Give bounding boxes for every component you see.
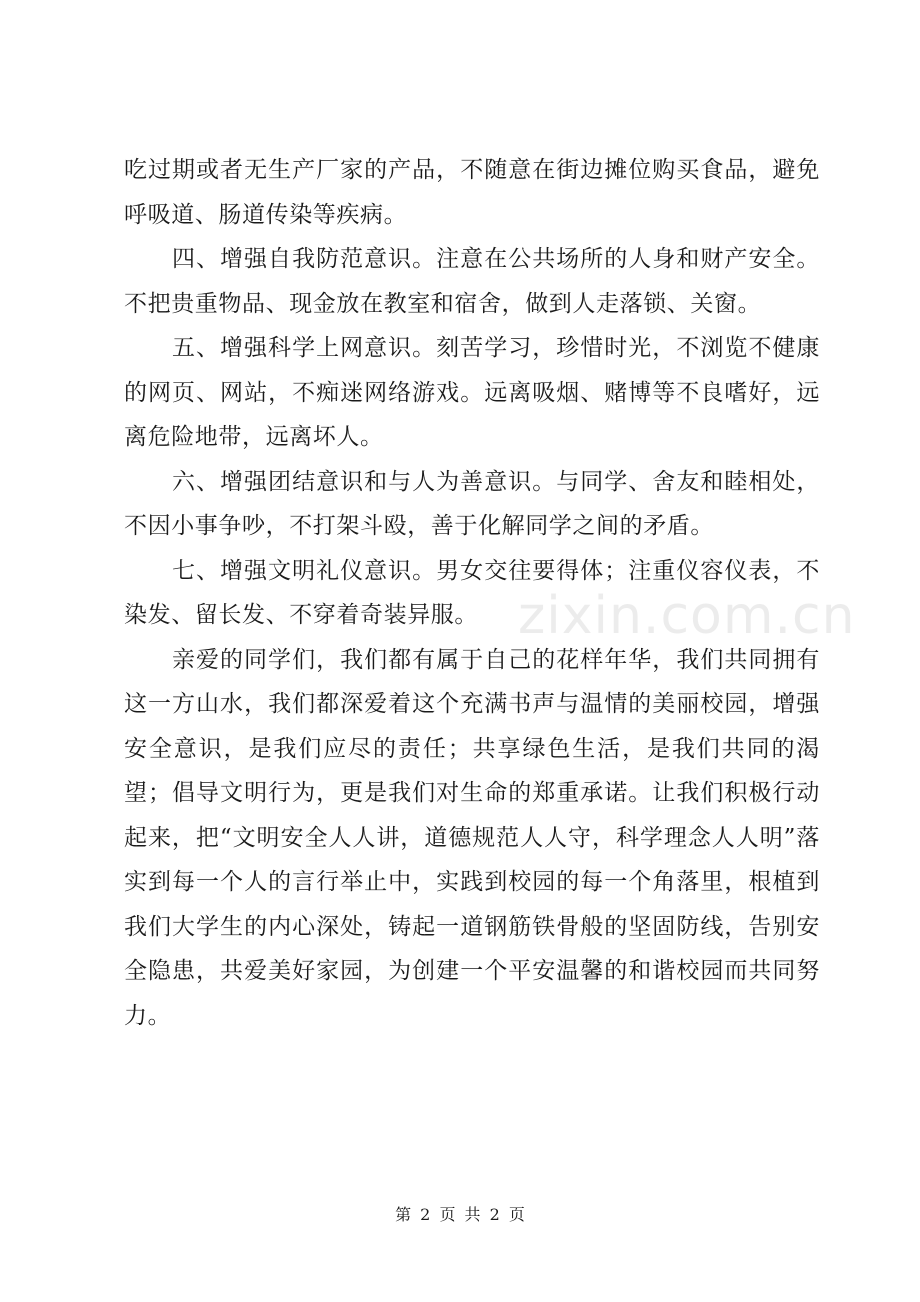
paragraph-item-4: 四、增强自我防范意识。注意在公共场所的人身和财产安全。不把贵重物品、现金放在教室和宿舍，做到人走落锁、关窗。 bbox=[124, 246, 820, 317]
paragraph-item-5: 五、增强科学上网意识。刻苦学习，珍惜时光，不浏览不健康的网页、网站，不痴迷网络游戏。远离吸烟、赌博等不良嗜好，远离危险地带，远离坏人。 bbox=[124, 335, 820, 450]
document-body bbox=[124, 148, 820, 1038]
paragraph-continuation: 吃过期或者无生产厂家的产品，不随意在街边摊位购买食品，避免呼吸道、肠道传染等疾病。 bbox=[124, 157, 820, 228]
paragraph-item-7: 七、增强文明礼仪意识。男女交往要得体；注重仪容仪表，不染发、留长发、不穿着奇装异服。 bbox=[124, 557, 820, 628]
paragraph-closing: 亲爱的同学们，我们都有属于自己的花样年华，我们共同拥有这一方山水，我们都深爱着这个充满书声与温情的美丽校园，增强安全意识，是我们应尽的责任；共享绿色生活，是我们共同的渴望；倡导文明行为，更是我们对生命的郑重承诺。让我们积极行动起来，把“文明安全人人讲，道德规范人人守，科学理念人人明”落实到每一个人的言行举止中，实践到校园的每一个角落里，根植到我们大学生的内心深处，铸起一道钢筋铁骨般的坚固防线，告别安全隐患，共爱美好家园，为创建一个平安温馨的和谐校园而共同努力。 bbox=[124, 646, 820, 1029]
paragraph-item-6: 六、增强团结意识和与人为善意识。与同学、舍友和睦相处，不因小事争吵，不打架斗殴，善于化解同学之间的矛盾。 bbox=[124, 468, 820, 539]
page-footer: 第 2 页 共 2 页 bbox=[395, 1205, 525, 1224]
watermark: zixin.com.cn bbox=[518, 586, 856, 646]
